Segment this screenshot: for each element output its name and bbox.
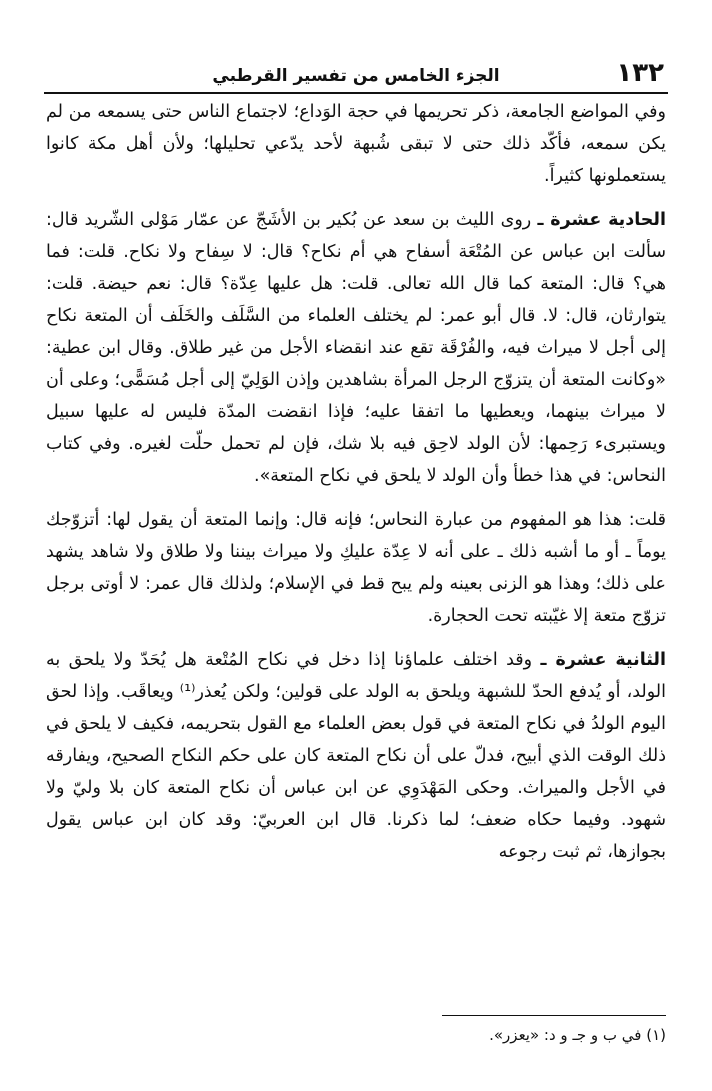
paragraph-text: وفي المواضع الجامعة، ذكر تحريمها في حجة الوَداع؛ لاجتماع الناس حتى يسمعه من لم يكن سمعه، فأكّد ذلك حتى لا تبقى شُبهة لأحد يدّعي تحليلها؛ ولأن أهل مكة كانوا يستعملونها كثيراً. [46,102,666,186]
page-number: ١٣٢ [616,58,664,88]
paragraph-commentary [46,504,666,632]
paragraph-eleventh [46,204,666,492]
running-title: الجزء الخامس من تفسير القرطبي [212,66,500,86]
section-heading-eleventh: الحادية عشرة ـ [537,210,666,230]
section-heading-twelfth: الثانية عشرة ـ [540,650,666,670]
paragraph-text: روى الليث بن سعد عن بُكير بن الأشَجّ عن عمّار مَوْلى الشّريد قال: سألت ابن عباس عن المُتْعَة أسفاح هي أم نكاح؟ قال: لا سِفاح ولا نكاح. قلت: فما هي؟ قال: المتعة كما قال الله تعالى. قلت: هل عليها عِدّة؟ قال: نعم حيضة. قلت: يتوارثان، قال: لا. قال أبو عمر: لم يختلف العلماء من السَّلَف والخَلَف أن المتعة نكاح إلى أجل لا ميراث فيه، والفُرْقَة تقع عند انقضاء الأجل من غير طلاق. وقال ابن عطية: «وكانت المتعة أن يتزوّج الرجل المرأة بشاهدين وإذن الوَلِيّ إلى أجل مُسَمًّى؛ وعلى أن لا ميراث بينهما، ويعطيها ما اتفقا عليه؛ فإذا انقضت المدّة فليس له عليها سبيل ويستبرىء رَحِمها: لأن الولد لاحِق فيه بلا شك، فإن لم تحمل حلّت لغيره. وفي كتاب النحاس: في هذا خطأ وأن الولد لا يلحق في نكاح المتعة». [46,210,666,486]
paragraph-text: وقد اختلف علماؤنا إذا دخل في نكاح المُتْعة هل يُحَدّ ولا يلحق به الولد، أو يُدفع الحدّ للشبهة ويلحق به الولد على قولين؛ ولكن يُعذر⁽¹⁾ ويعاقَب. وإذا لحق اليوم الولدُ في نكاح المتعة في قول بعض العلماء مع القول بتحريمه، فكيف لا يلحق في ذلك الوقت الذي أبيح، فدلّ على أن نكاح المتعة كان على حكم النكاح الصحيح، ويفارقه في الأجل والميراث. وحكى المَهْدَوِي عن ابن عباس أن نكاح المتعة كان بلا وليّ ولا شهود. وفيما حكاه ضعف؛ لما ذكرنا. قال ابن العربيّ: وقد كان ابن عباس يقول بجوازها، ثم ثبت رجوعه [46,650,666,862]
footnote: (١) في ب و جـ و د: «يعزر». [489,1026,666,1044]
paragraph-text: قلت: هذا هو المفهوم من عبارة النحاس؛ فإنه قال: وإنما المتعة أن يقول لها: أتزوّجك يوماً ـ أو ما أشبه ذلك ـ على أنه لا عِدّة عليكِ ولا ميراث بيننا ولا طلاق ولا شاهد يشهد على ذلك؛ وهذا هو الزنى بعينه ولم يبح قط في الإسلام؛ ولذلك قال عمر: لا أوتى برجل تزوّج متعة إلا غيّبته تحت الحجارة. [46,510,666,626]
footnote-divider [442,1015,666,1016]
body-text [46,96,666,868]
page-header [44,58,668,94]
paragraph-twelfth [46,644,666,868]
paragraph-intro [46,96,666,192]
